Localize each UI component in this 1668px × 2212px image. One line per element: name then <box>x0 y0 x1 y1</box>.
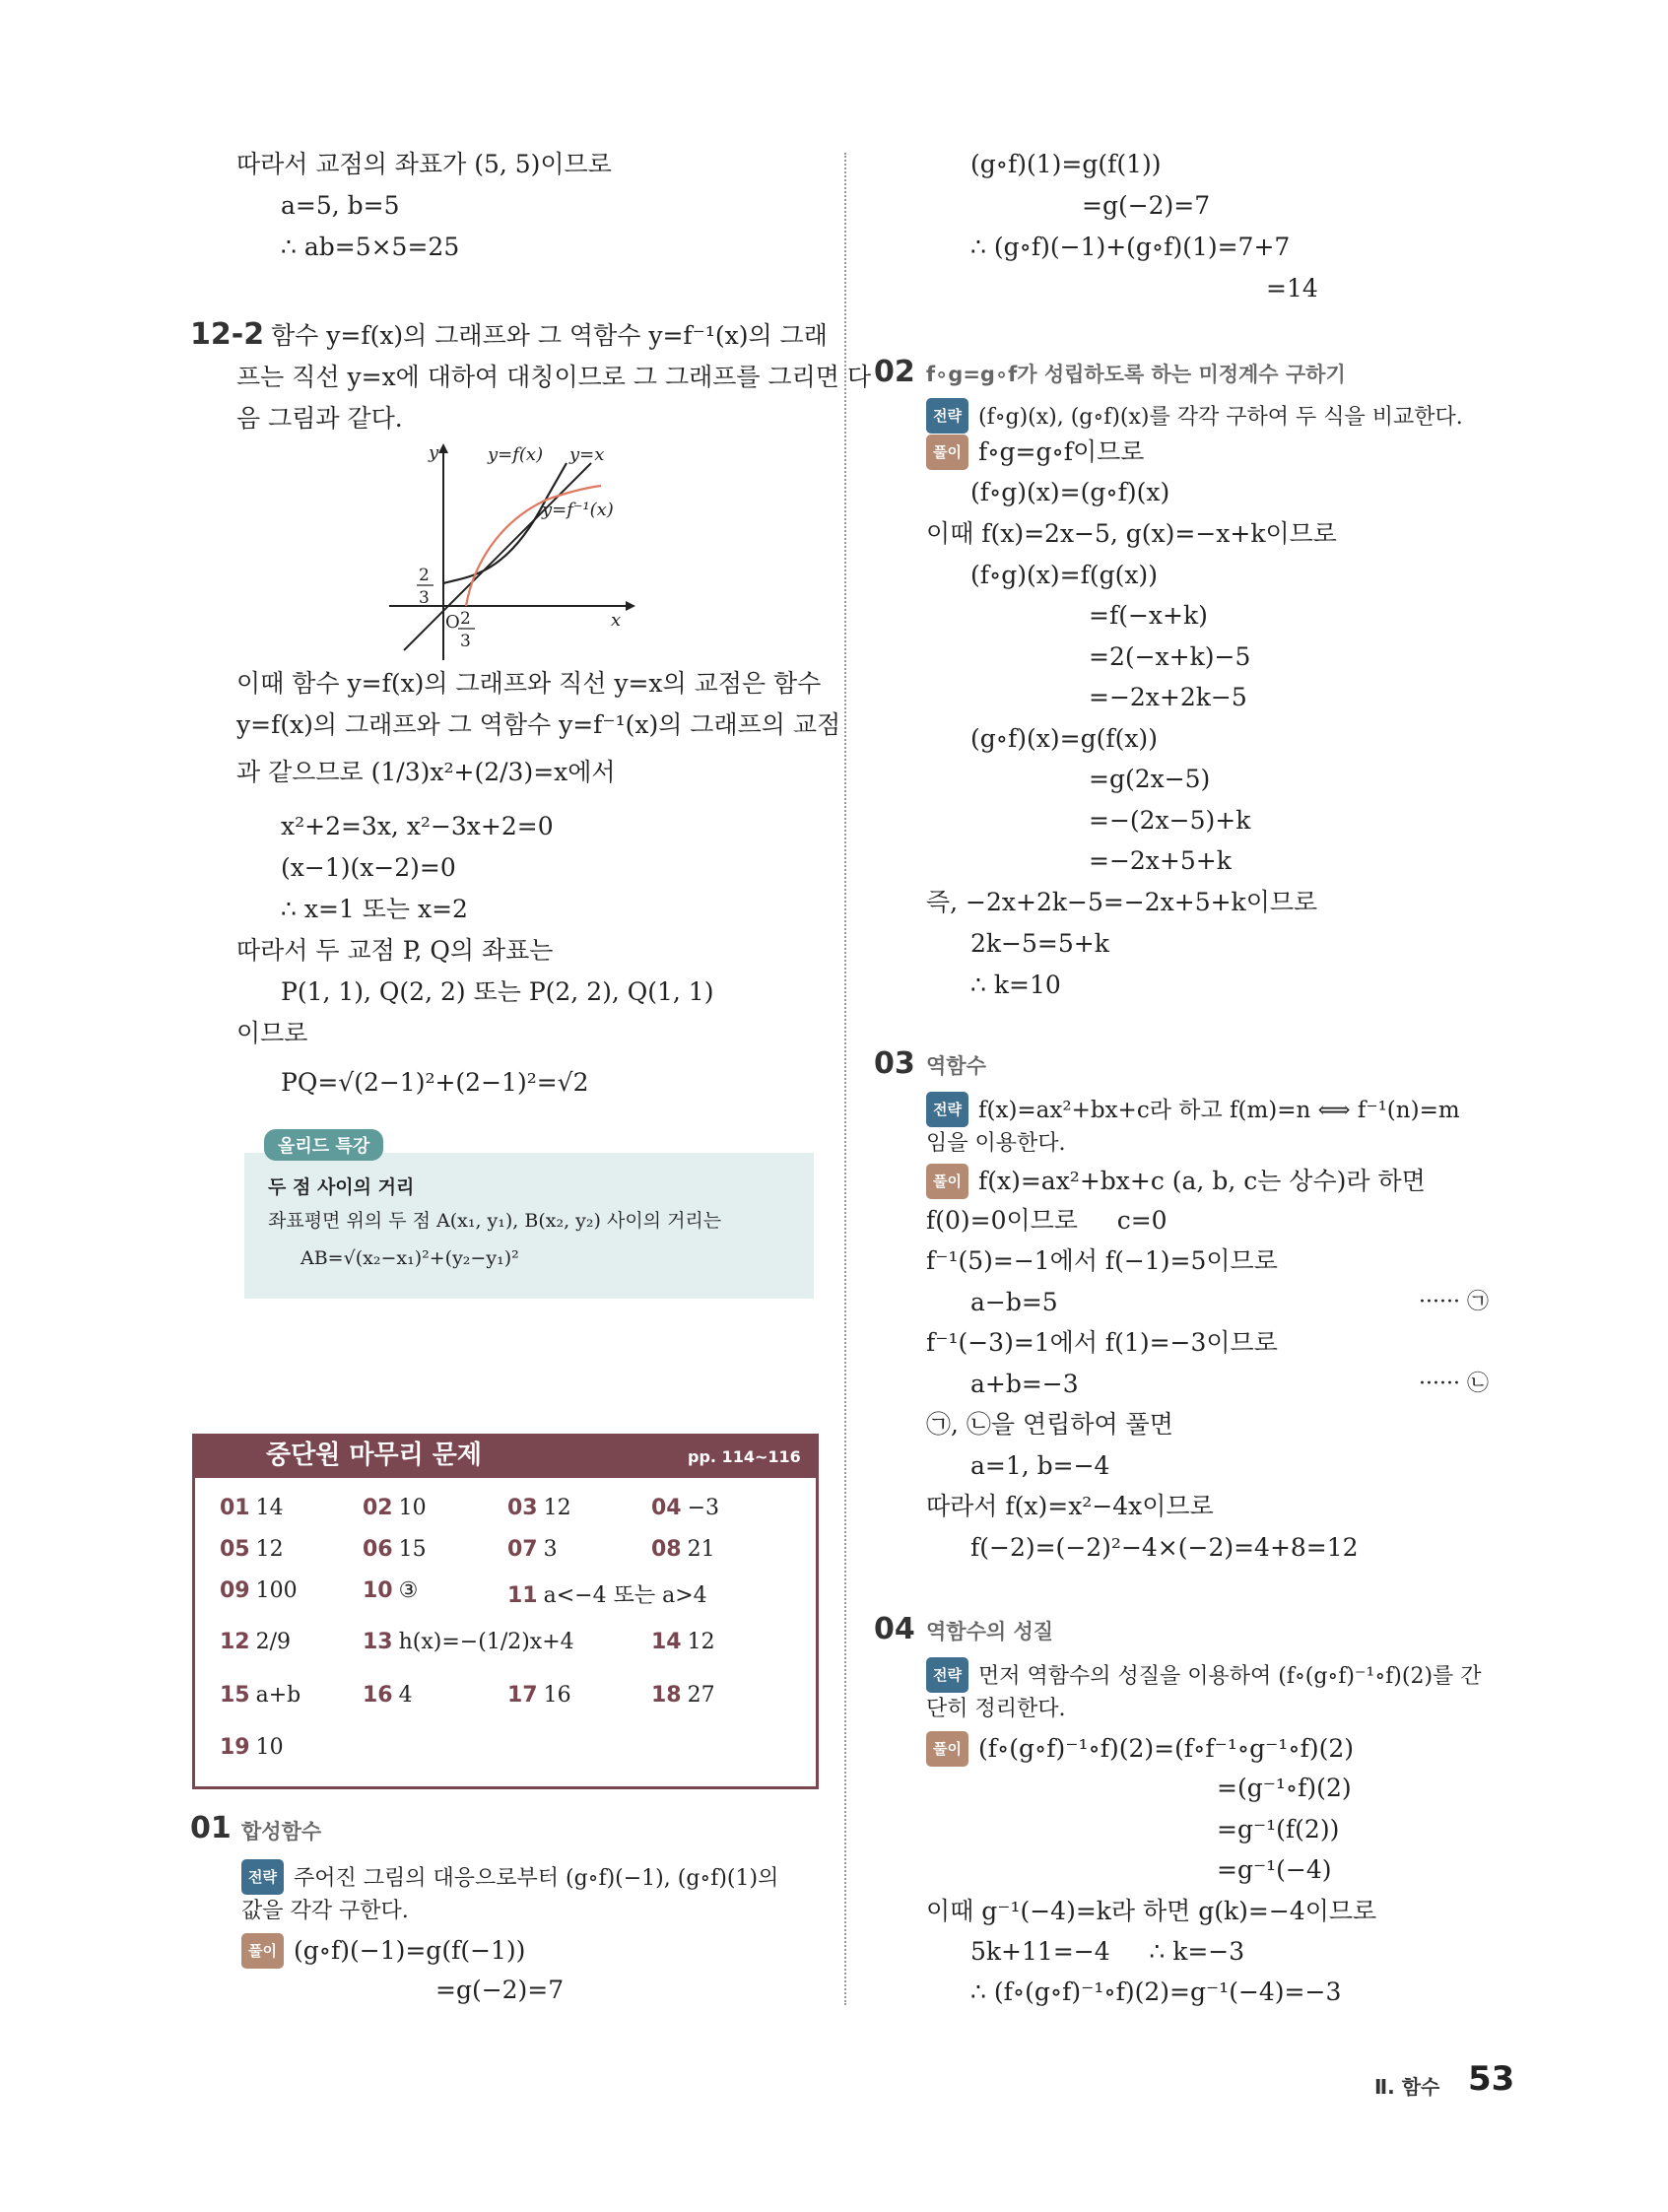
problem-number: 04 <box>874 1612 915 1646</box>
answer-item: 17 16 <box>507 1683 571 1708</box>
answer-item: 09 100 <box>220 1578 298 1603</box>
math-line: a=1, b=−4 <box>970 1451 1110 1480</box>
answer-item: 12 2/9 <box>220 1630 292 1654</box>
text-line: 함수 y=f(x)의 그래프와 그 역함수 y=f⁻¹(x)의 그래 <box>271 321 828 350</box>
math-line: =−(2x−5)+k <box>1089 806 1251 835</box>
problem-number: 01 <box>190 1811 232 1845</box>
strategy-tag: 전략 <box>926 1092 968 1127</box>
equation-marker: ······ ㉠ <box>1419 1290 1489 1314</box>
chapter-label: Ⅱ. 함수 <box>1374 2075 1440 2099</box>
solution-line: 풀이 f(x)=ax²+bx+c (a, b, c는 상수)라 하면 <box>926 1164 1426 1199</box>
x-tick-numerator: 2 <box>460 609 471 629</box>
y-axis-arrow <box>438 443 448 453</box>
page-number: 53 <box>1468 2059 1515 2099</box>
strategy-line: 전략 주어진 그림의 대응으로부터 (g∘f)(−1), (g∘f)(1)의 <box>241 1859 778 1896</box>
text-line: 단히 정리한다. <box>926 1697 1066 1721</box>
text-line: 임을 이용한다. <box>926 1131 1066 1156</box>
solution-line: 풀이 f∘g=g∘f이므로 <box>926 435 1144 470</box>
strategy-tag: 전략 <box>926 398 968 434</box>
answer-item: 13 h(x)=−(1/2)x+4 <box>363 1630 574 1654</box>
math-line: =−2x+2k−5 <box>1089 683 1247 711</box>
math-line: =g(−2)=7 <box>435 1976 565 2004</box>
math-line: =(g⁻¹∘f)(2) <box>1217 1774 1352 1802</box>
text-line: 즉, −2x+2k−5=−2x+5+k이므로 <box>926 888 1318 916</box>
text-line: 따라서 교점의 좌표가 (5, 5)이므로 <box>236 150 612 178</box>
tip-box-tag: 올리드 특강 <box>264 1129 383 1161</box>
answer-item: 05 12 <box>220 1537 284 1562</box>
label-fx: y=f(x) <box>488 444 544 465</box>
section-title: 역함수 <box>926 1054 986 1078</box>
solution-tag: 풀이 <box>926 435 968 470</box>
x-axis-label: x <box>611 610 622 631</box>
curve-f <box>443 463 567 583</box>
math-line: 5k+11=−4 ∴ k=−3 <box>970 1937 1245 1966</box>
y-tick-denominator: 3 <box>419 588 430 608</box>
math-line: =−2x+5+k <box>1089 846 1232 875</box>
math-line: PQ=√(2−1)²+(2−1)²=√2 <box>281 1068 589 1097</box>
column-divider <box>844 153 846 2005</box>
answer-item: 07 3 <box>507 1537 558 1562</box>
math-line: f(−2)=(−2)²−4×(−2)=4+8=12 <box>970 1533 1359 1562</box>
tip-box-line: 좌표평면 위의 두 점 A(x₁, y₁), B(x₂, y₂) 사이의 거리는 <box>268 1210 722 1232</box>
math-line: ∴ (g∘f)(−1)+(g∘f)(1)=7+7 <box>970 233 1291 261</box>
math-line: a=5, b=5 <box>281 191 400 220</box>
section-title: f∘g=g∘f가 성립하도록 하는 미정계수 구하기 <box>926 363 1346 386</box>
answer-item: 11 a<−4 또는 a>4 <box>507 1583 707 1608</box>
text-line: 이때 f(x)=2x−5, g(x)=−x+k이므로 <box>926 519 1337 548</box>
text-line: 따라서 f(x)=x²−4x이므로 <box>926 1492 1214 1520</box>
math-line: ∴ x=1 또는 x=2 <box>281 895 468 923</box>
math-line: (g∘f)(x)=g(f(x)) <box>970 724 1158 753</box>
math-line: x²+2=3x, x²−3x+2=0 <box>281 812 554 840</box>
answer-item: 16 4 <box>363 1683 413 1708</box>
strategy-line: 전략 (f∘g)(x), (g∘f)(x)를 각각 구하여 두 식을 비교한다. <box>926 398 1463 435</box>
math-line: (x−1)(x−2)=0 <box>281 853 456 882</box>
problem-number: 02 <box>874 355 915 389</box>
answer-item: 08 21 <box>651 1537 715 1562</box>
solution-tag: 풀이 <box>926 1731 968 1767</box>
answer-item: 14 12 <box>651 1630 715 1654</box>
answer-item: 03 12 <box>507 1496 571 1520</box>
math-line: =g⁻¹(f(2)) <box>1217 1815 1340 1843</box>
math-line: =g(−2)=7 <box>1082 191 1211 220</box>
line-y-equals-x <box>404 463 591 650</box>
x-axis-arrow <box>626 601 635 611</box>
label-finv: y=f⁻¹(x) <box>542 500 614 520</box>
math-line: f(0)=0이므로 c=0 <box>926 1206 1168 1235</box>
origin-label: O <box>445 612 460 633</box>
answer-item: 19 10 <box>220 1735 284 1760</box>
function-graph <box>389 438 645 665</box>
answer-item: 15 a+b <box>220 1683 301 1708</box>
math-line: =g(2x−5) <box>1089 765 1211 793</box>
math-line: (f∘g)(x)=f(g(x)) <box>970 561 1158 589</box>
y-tick-numerator: 2 <box>419 566 430 585</box>
solution-line: 풀이 (f∘(g∘f)⁻¹∘f)(2)=(f∘f⁻¹∘g⁻¹∘f)(2) <box>926 1731 1354 1767</box>
math-line: f⁻¹(5)=−1에서 f(−1)=5이므로 <box>926 1246 1278 1275</box>
math-line: a+b=−3 <box>970 1370 1079 1398</box>
math-line: =g⁻¹(−4) <box>1217 1855 1332 1884</box>
math-line: ∴ (f∘(g∘f)⁻¹∘f)(2)=g⁻¹(−4)=−3 <box>970 1977 1342 2006</box>
x-tick-denominator: 3 <box>460 632 471 651</box>
y-axis-label: y <box>429 442 439 463</box>
text-line: 과 같으므로 (1/3)x²+(2/3)=x에서 <box>236 758 616 786</box>
math-line: f⁻¹(−3)=1에서 f(1)=−3이므로 <box>926 1328 1278 1357</box>
problem-number: 12-2 <box>190 317 265 352</box>
math-line: ∴ ab=5×5=25 <box>281 233 460 261</box>
text-line: 값을 각각 구한다. <box>241 1899 409 1923</box>
strategy-tag: 전략 <box>241 1859 284 1895</box>
answer-item: 10 ③ <box>363 1578 419 1603</box>
section-title: 합성함수 <box>241 1820 322 1843</box>
answer-summary-box <box>192 1434 819 1789</box>
math-line: ∴ k=10 <box>970 971 1061 999</box>
solution-tag: 풀이 <box>926 1164 968 1199</box>
math-line: 2k−5=5+k <box>970 929 1109 958</box>
text-line: y=f(x)의 그래프와 그 역함수 y=f⁻¹(x)의 그래프의 교점 <box>236 710 841 739</box>
answer-item: 01 14 <box>220 1496 284 1520</box>
math-line: =2(−x+k)−5 <box>1089 642 1251 671</box>
strategy-line: 전략 먼저 역함수의 성질을 이용하여 (f∘(g∘f)⁻¹∘f)(2)를 간 <box>926 1657 1482 1694</box>
answer-item: 02 10 <box>363 1496 427 1520</box>
answer-summary-title: 중단원 마무리 문제 <box>266 1441 483 1470</box>
text-line: 이때 함수 y=f(x)의 그래프와 직선 y=x의 교점은 함수 <box>236 669 822 698</box>
math-line: P(1, 1), Q(2, 2) 또는 P(2, 2), Q(1, 1) <box>281 977 714 1006</box>
math-line: (g∘f)(1)=g(f(1)) <box>970 150 1162 178</box>
answer-item: 18 27 <box>651 1683 715 1708</box>
text-line: 프는 직선 y=x에 대하여 대칭이므로 그 그래프를 그리면 다 <box>236 363 872 391</box>
tip-box-title: 두 점 사이의 거리 <box>268 1176 415 1198</box>
text-line: 이때 g⁻¹(−4)=k라 하면 g(k)=−4이므로 <box>926 1897 1377 1925</box>
math-line: a−b=5 <box>970 1288 1058 1316</box>
equation-marker: ······ ㉡ <box>1419 1372 1489 1396</box>
answer-item: 06 15 <box>363 1537 427 1562</box>
math-line: =14 <box>1266 274 1318 302</box>
solution-line: 풀이 (g∘f)(−1)=g(f(−1)) <box>241 1933 525 1969</box>
math-line: =f(−x+k) <box>1089 601 1208 630</box>
solution-tag: 풀이 <box>241 1933 284 1969</box>
text-line: 이므로 <box>236 1019 308 1047</box>
answer-summary-pages: pp. 114~116 <box>688 1447 801 1466</box>
answer-item: 04 −3 <box>651 1496 720 1520</box>
tip-box-formula: AB=√(x₂−x₁)²+(y₂−y₁)² <box>300 1247 519 1269</box>
strategy-line: 전략 f(x)=ax²+bx+c라 하고 f(m)=n ⟺ f⁻¹(n)=m <box>926 1092 1460 1127</box>
problem-number: 03 <box>874 1046 915 1081</box>
section-title: 역함수의 성질 <box>926 1620 1054 1643</box>
text-line: ㉠, ㉡을 연립하여 풀면 <box>926 1410 1173 1439</box>
text-line: 따라서 두 교점 P, Q의 좌표는 <box>236 936 554 965</box>
math-line: (f∘g)(x)=(g∘f)(x) <box>970 478 1170 506</box>
text-line: 음 그림과 같다. <box>236 404 403 433</box>
label-yx: y=x <box>569 444 605 465</box>
strategy-tag: 전략 <box>926 1657 968 1693</box>
